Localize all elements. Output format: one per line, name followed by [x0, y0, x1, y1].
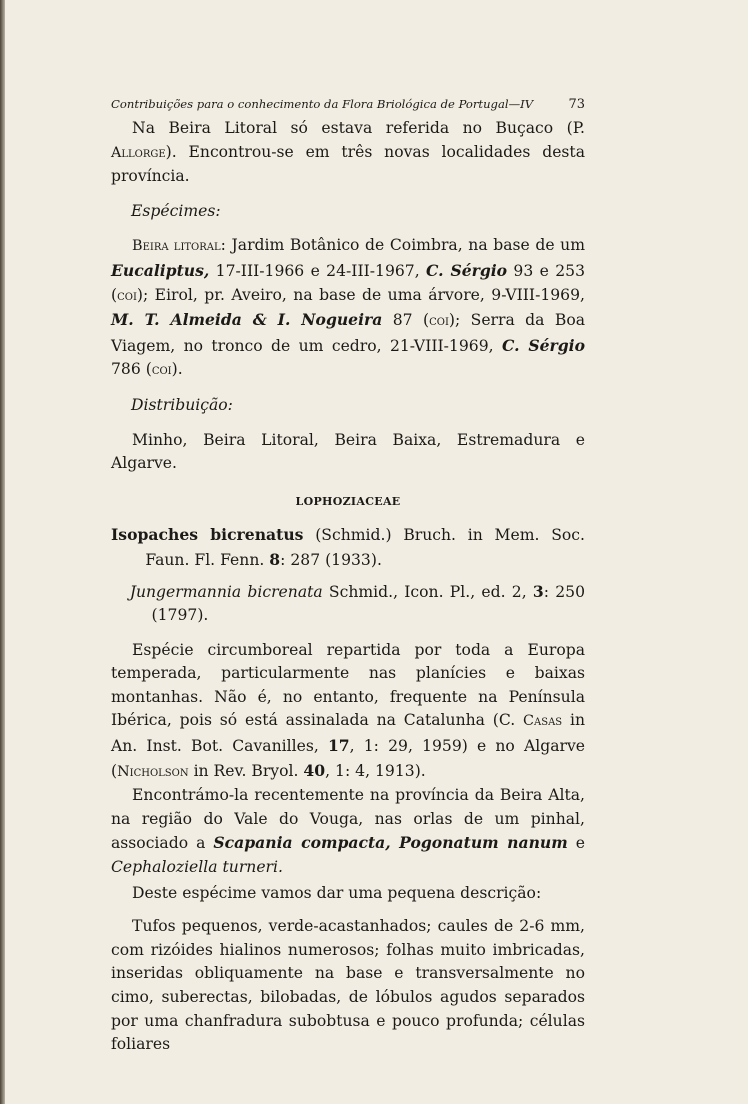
page-content: [111, 96, 585, 1057]
synonym-entry: [111, 580, 585, 628]
specimens-text: : Jardim Botânico de Coimbra, na base de um: [220, 236, 585, 255]
page-number: 73: [568, 97, 585, 112]
citation-volume: 17: [327, 736, 350, 756]
species-name: Isopaches bicrenatus: [111, 525, 304, 545]
range-text: Espécie circumboreal repartida por toda a Europa temperada, particularmente nas planícies e baixas montanhas. Não é, no entanto, frequente na Península Ibérica, pois só está assinalada na Catalunha (C.: [111, 640, 585, 730]
collector-name: C. Sérgio: [426, 260, 508, 280]
species-citation: (Schmid.) Bruch. in Mem. Soc. Faun. Fl. Fenn.: [145, 526, 585, 569]
synonym-citation: Schmid., Icon. Pl., ed. 2,: [322, 582, 533, 601]
distribution-paragraph: Minho, Beira Litoral, Beira Baixa, Estremadura e Algarve.: [111, 430, 585, 473]
found-paragraph: [111, 784, 585, 879]
herbarium-code: coi: [429, 313, 449, 330]
species-entry: [111, 523, 585, 572]
citation-volume: 40: [303, 760, 326, 780]
specimens-text: 786 (: [111, 360, 152, 379]
intro-text-end: ). Encontrou-se em três novas localidades desta província.: [111, 142, 585, 186]
specimens-heading: Espécimes:: [131, 201, 221, 220]
found-text: Encontrámo-la recentemente na província da Beira Alta, na região do Vale do Vouga, nas orlas de um pinhal, associado a: [111, 786, 585, 853]
range-paragraph: [111, 639, 585, 785]
specimens-text: 93 e 253 (: [111, 261, 585, 304]
specimens-text: ); Eirol, pr. Aveiro, na base de uma árvore, 9-VIII-1969,: [136, 285, 585, 304]
running-header: [111, 96, 585, 113]
synonym-name: Jungermannia bicrenata: [129, 582, 323, 601]
distribution-heading: Distribuição:: [131, 395, 233, 414]
collector-name: C. Sérgio: [501, 335, 585, 355]
range-text: in An. Inst. Bot. Cavanilles,: [111, 711, 585, 756]
citation-pages: : 287 (1933).: [280, 550, 382, 569]
range-text: , 1: 4, 1913).: [325, 761, 426, 780]
family-heading: LOPHOZIACEAE: [295, 494, 401, 508]
range-text: in Rev. Bryol.: [188, 761, 304, 780]
specimens-text: 87 (: [382, 311, 430, 330]
specimens-text: 17-III-1966 e 24-III-1967,: [209, 261, 427, 280]
found-text: e: [567, 834, 585, 853]
region-name: Beira litoral: [132, 238, 221, 255]
author-name: Casas: [523, 713, 563, 730]
citation-volume: 3: [532, 581, 544, 601]
specimens-text: ); Serra da Boa Viagem, no tronco de um cedro, 21-VIII-1969,: [111, 311, 586, 355]
host-taxon: Eucaliptus,: [111, 260, 210, 280]
associated-species: Scapania compacta, Pogonatum nanum: [213, 833, 568, 853]
intro-paragraph: [111, 117, 585, 189]
specimens-text: ).: [171, 360, 183, 379]
description-paragraph: Tufos pequenos, verde-acastanhados; caules de 2-6 mm, com rizóides hialinos numerosos; folhas muito imbricadas, inseridas obliquamente na base e transversalmente no cimo, suberectas, bilobadas, de lóbulos agudos separados por uma chanfradura subobtusa e pouco profunda; células foliares: [111, 917, 585, 1054]
description-intro: Deste espécime vamos dar uma pequena descrição:: [132, 883, 542, 902]
author-name: Nicholson: [117, 763, 189, 780]
intro-text: Na Beira Litoral só estava referida no Buçaco (P.: [132, 119, 585, 137]
citation-pages: : 250 (1797).: [151, 582, 585, 625]
herbarium-code: coi: [117, 287, 137, 304]
herbarium-code: coi: [151, 362, 172, 379]
range-text: , 1: 29, 1959) e no Algarve (: [111, 737, 585, 780]
associated-species: Cephaloziella turneri.: [111, 858, 283, 877]
running-title: Contribuições para o conhecimento da Flora Briológica de Portugal—IV: [111, 97, 534, 111]
specimens-paragraph: [111, 234, 585, 383]
citation-volume: 8: [269, 549, 281, 569]
collector-name: M. T. Almeida & I. Nogueira: [111, 310, 383, 330]
page-edge-shadow: [0, 0, 5, 1104]
author-name: Allorge: [111, 144, 166, 161]
spacer: [111, 628, 585, 639]
